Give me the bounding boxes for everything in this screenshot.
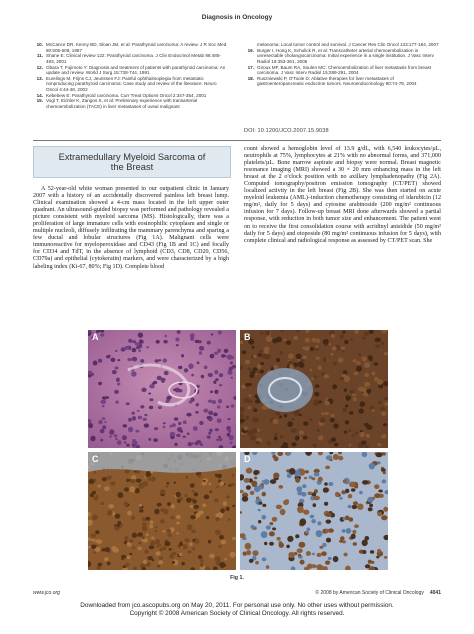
ihc-myeloperoxidase-micrograph (240, 330, 388, 448)
reference-text: melanoma: Local tumor control and survival. J Cancer Res Clin Oncol 133:177-184, 2007 (257, 42, 439, 47)
reference-text: Ruszniewski P, O'Toole D: Ablative therapies for liver metastases of gastroenteropancreatic endocrine tumors. Neuroendocrinology 80:74-78, 2004 (257, 75, 417, 87)
figure-panel-a (88, 330, 236, 448)
reference-text: Eurelings M, Frijns CJ, Jeurissen FJ: Painful ophthalmoplegia from metastatic nonproducing parathyroid carcinoma: Case study and review of the literature. Neuro Oncol 4:44-48, 2002 (46, 75, 217, 92)
case-title: Extramedullary Myeloid Sarcoma of the Breast (58, 152, 206, 172)
reference-text: Shane E: Clinical review 122: Parathyroid carcinoma. J Clin Endocrinol Metab 86:485-493, 2001 (46, 53, 221, 64)
figure-1 (88, 330, 388, 570)
reference-number: 12. (36, 64, 43, 70)
reference-number: 18. (247, 75, 254, 81)
panel-label-c: C (92, 454, 99, 464)
reference-item (33, 42, 229, 53)
panel-label-b: B (244, 332, 251, 342)
reference-number: 16. (247, 47, 254, 53)
download-notice-line-1: Downloaded from jco.ascopubs.org on May 20, 2011. For personal use only. No other uses without permission. (80, 602, 394, 609)
reference-text: Kebebew E: Parathyroid carcinoma. Curr Treat Options Oncol 2:347-354, 2001 (46, 92, 207, 98)
reference-item (33, 53, 229, 64)
reference-item (244, 48, 441, 65)
references-right-column (244, 42, 441, 87)
reference-item (244, 65, 441, 76)
section-divider (33, 140, 441, 141)
reference-number: 11. (36, 53, 43, 59)
reference-text: McCance DR, Kenny BD, Sloan JM, et al: Parathyroid carcinoma: A review. J R Soc Med 80:505-509, 1987 (46, 42, 227, 53)
reference-text: Vogl T, Eichler K, Zangos S, et al: Preliminary experience with transarterial chemoembolization (TACE) in liver metastases of uveal malignant (46, 98, 198, 109)
ihc-ki67-micrograph (240, 452, 388, 570)
reference-item (33, 65, 229, 76)
reference-number: 17. (247, 64, 254, 70)
reference-number (244, 42, 257, 48)
panel-label-a: A (92, 332, 99, 342)
doi-line: DOI: 10.1200/JCO.2007.15.9038 (244, 128, 329, 134)
figure-panel-d (240, 452, 388, 570)
reference-text: Obara T, Fujimoto Y: Diagnosis and treatment of patients with parathyroid carcinoma: An update and review. World J Surg 15:738-744, 1991 (46, 64, 226, 76)
reference-number: 15. (36, 98, 43, 104)
reference-number: 10. (36, 42, 43, 47)
figure-caption: Fig 1. (230, 575, 244, 581)
reference-item (33, 98, 229, 109)
download-notice-line-2: Copyright © 2008 American Society of Clinical Oncology. All rights reserved. (129, 609, 345, 617)
figure-panel-b (240, 330, 388, 448)
page-number: 4041 (429, 590, 441, 596)
case-title-box (33, 146, 231, 178)
footer-copyright (315, 590, 441, 596)
reference-text: Giroux MF, Baum RA, Soulen MC: Chemoembolization of liver metastasis from breast carcinoma. J Vasc Interv Radiol 15:289-291, 2004 (257, 64, 432, 76)
he-stain-micrograph (88, 330, 236, 448)
ihc-cd43-micrograph (88, 452, 236, 570)
reference-item (33, 76, 229, 93)
footer-journal-url: www.jco.org (33, 590, 60, 596)
reference-number: 14. (36, 92, 43, 98)
reference-item (244, 76, 441, 87)
figure-panel-c (88, 452, 236, 570)
footer-copyright-text: © 2008 by American Society of Clinical Oncology (315, 590, 424, 596)
reference-item (33, 93, 229, 99)
reference-text: Burger I, Hong K, Schulick R, et al: Transcatheter arterial chemoembolization in unresectable cholangiocarcinoma: Initial experience in a single institution. J Vasc Interv Radiol 16:353-361, 2005 (257, 47, 434, 64)
references-left-column (33, 42, 229, 110)
reference-item (244, 42, 441, 48)
case-paragraph-right: count showed a hemoglobin level of 13.9 g/dL, with 6,540 leukocytes/µL, neutrophils at 75%, lymphocytes at 21% with no abnormal forms, and 371,000 platelets/µL. Bone marrow aspirate and biopsy were normal. Breast magnetic resonance imaging (MRI) showed a 30 × 20 mm enhancing mass in the left breast at the 2 o'clock position with no axillary lymphadenopathy (Fig 2A). Computed tomography/positron emission tomography (CT/PET) showed localized activity in the left breast (Fig 2B). She was then started on acute myeloid leukemia (AML)–induction chemotherapy consisting of idarubicin (12 mg/m², daily for 5 days) and cytosine arabinoside (200 mg/m² continuous infusion for 7 days). Follow-up breast MRI done afterwards showed a partial response, with reduction in both tumor size and enhancement. The patient went on to receive the first consolidation course with acridinyl anisidide (50 mg/m² daily for 5 days) and etoposide (80 mg/m² continuous infusion for 5 days), with complete clinical and radiological response as assessed by CT/PET scan. She (244, 146, 441, 244)
running-header: Diagnosis in Oncology (201, 14, 273, 21)
case-paragraph-left: A 52-year-old white woman presented to our outpatient clinic in January 2007 with a history of an accidentally discovered painless left breast lump. Clinical examination showed a 4-cm mass located in the left upper outer quadrant. An ultrasound-guided biopsy was performed and pathology revealed a picture consistent with myeloid sarcoma (MS). Histologically, there was a proliferation of large immature cells with eosinophilic cytoplasm and single or multiple nucleoli, diffusely infiltrating the mammary parenchyma and sparing a few ductal and lobular structures (Fig 1A). Malignant cells were immunoreactive for myeloperoxidase and CD43 (Fig 1B and 1C) and focally for CD34 and TdT, in the absence of lymphoid (CD3, CD8, CD20, CD56, CD79a) and epithelial (cytokeratin) markers, and were characterized by a high labeling index (Ki-67, 80%; Fig 1D). Complete blood (33, 186, 229, 270)
download-notice (0, 602, 474, 617)
panel-label-d: D (244, 454, 251, 464)
reference-number: 13. (36, 75, 43, 81)
